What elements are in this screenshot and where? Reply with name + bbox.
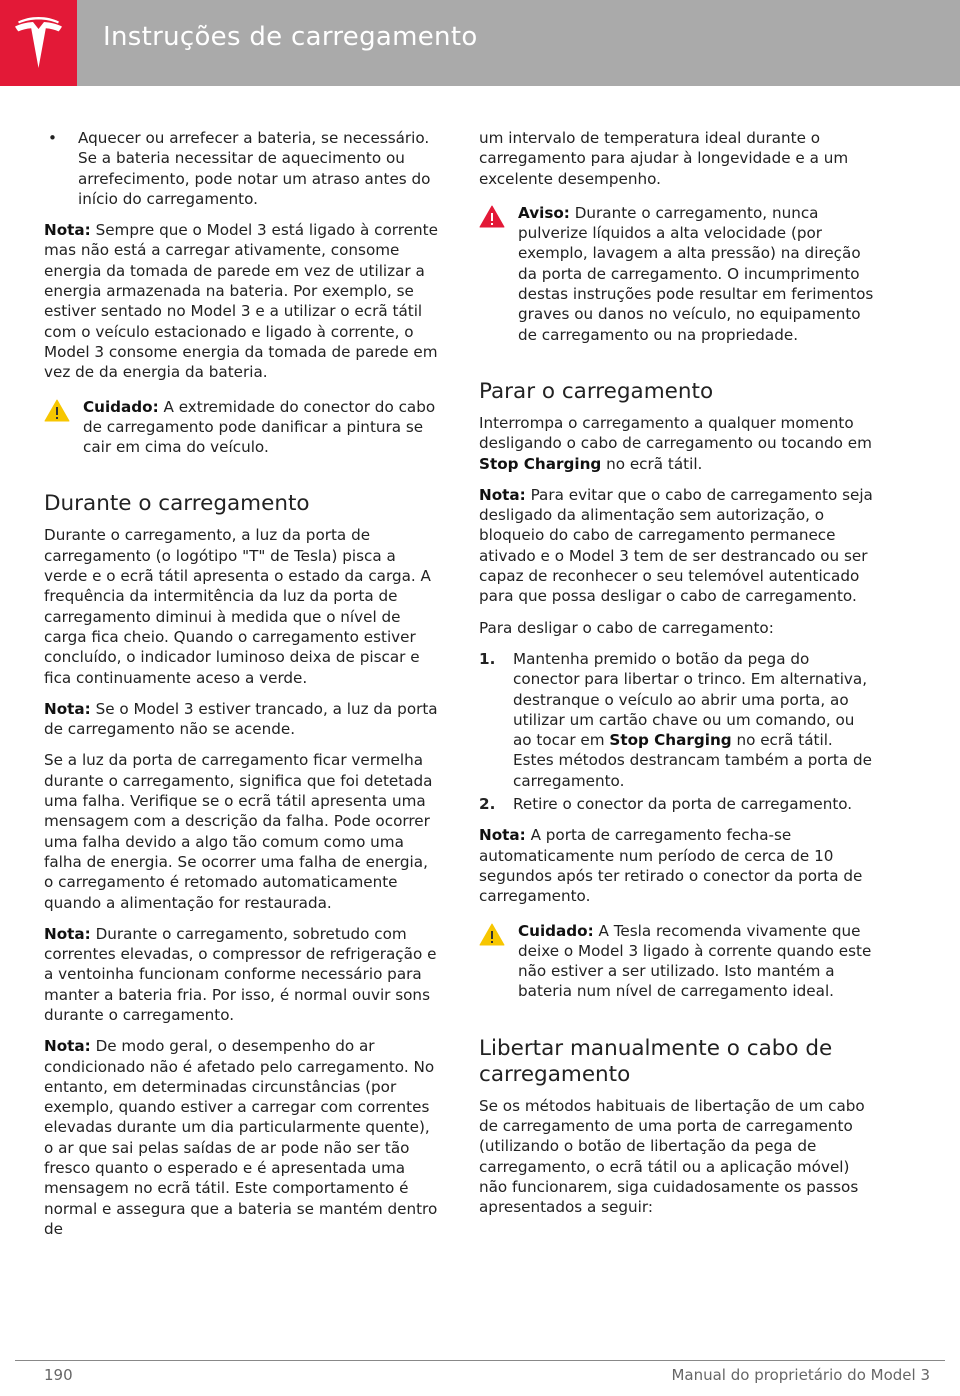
list-item: [44, 128, 440, 209]
list-item: [479, 649, 875, 791]
text: no ecrã tátil.: [606, 454, 703, 473]
note-text: De modo geral, o desempenho do ar condicionado não é afetado pelo carregamento. No entanto, em determinadas circunstâncias (por exemplo, quando estiver a carregar com correntes elevadas durante um dia particularmente quente), o ar que sai pelas saídas de ar pode não ser tão fresco quanto o esperado e é apresentada uma mensagem no ecrã tátil. Este comportamento é normal e assegura que a bateria se mantém dentro de: [44, 1037, 438, 1238]
warning-text: Durante o carregamento, nunca pulverize líquidos a alta velocidade (por exemplo, lavagem a alta pressão) na direção da porta de carregamento. O incumprimento destas instruções pode resultar em ferimentos graves ou danos no veículo, no equipamento de carregamento ou na propriedade.: [518, 203, 874, 344]
warning-icon: [479, 205, 505, 228]
text: Interrompa o carregamento a qualquer momento desligando o cabo de carregamento ou tocando em: [479, 413, 872, 453]
bold-term: Stop Charging: [609, 731, 732, 750]
caution-label: Cuidado:: [518, 921, 594, 940]
paragraph: [479, 413, 875, 474]
note: [44, 220, 440, 382]
note-text: Sempre que o Model 3 está ligado à corrente mas não está a carregar ativamente, consome energia da tomada de parede em vez de utilizar a energia armazenada na bateria. Por exemplo, se estiver sentado no Model 3 e a utilizar o ecrã tátil com o veículo estacionado e ligado à corrente, o Model 3 consome energia da tomada de parede em vez de da energia da bateria.: [44, 221, 438, 382]
note-label: Nota:: [44, 699, 91, 718]
bullet-icon: •: [48, 129, 57, 147]
right-column: [479, 128, 875, 1228]
header-bar: [0, 0, 960, 86]
note-label: Nota:: [479, 826, 526, 845]
bullet-text: Aquecer ou arrefecer a bateria, se necessário. Se a bateria necessitar de aquecimento ou arrefecimento, pode notar um atraso antes do início do carregamento.: [78, 129, 431, 208]
note: [479, 485, 875, 607]
paragraph: Se a luz da porta de carregamento ficar vermelha durante o carregamento, significa que foi detetada uma falha. Verifique se o ecrã tátil apresenta uma mensagem com a descrição da falha. Pode ocorrer uma falha devido a algo tão comum como uma falha de energia. Se ocorrer uma falha de energia, o carregamento é retomado automaticamente quando a alimentação for restaurada.: [44, 751, 433, 912]
caution-label: Cuidado:: [83, 397, 159, 416]
note: [44, 1036, 440, 1239]
text: Retire o conector da porta de carregamento.: [513, 795, 853, 814]
manual-title: Manual do proprietário do Model 3: [671, 1366, 930, 1384]
note-label: Nota:: [44, 1037, 91, 1056]
tesla-logo-icon: [14, 16, 63, 70]
warning-label: Aviso:: [518, 203, 570, 222]
paragraph: Durante o carregamento, a luz da porta de carregamento (o logótipo "T" de Tesla) pisca a verde e o ecrã tátil apresenta o estado da carga. A frequência da intermitência da luz da porta de carregamento diminui à medida que o nível de carga fica cheio. Quando o carregamento estiver concluído, o indicador luminoso deixa de piscar e fica continuamente aceso a verde.: [44, 526, 431, 687]
caution-text: A Tesla recomenda vivamente que deixe o Model 3 ligado à corrente quando este não estiver a ser utilizado. Isto mantém a bateria num nível de carregamento ideal.: [518, 921, 872, 1001]
page-number: 190: [44, 1366, 73, 1384]
note-label: Nota:: [479, 485, 526, 504]
page-title: Instruções de carregamento: [103, 22, 478, 52]
paragraph: Para desligar o cabo de carregamento:: [479, 618, 774, 637]
caution-block: [479, 921, 875, 1002]
section-heading-parar: Parar o carregamento: [479, 378, 714, 404]
caution-icon: [479, 923, 505, 946]
warning-block: [479, 203, 875, 345]
caution-block: [44, 397, 440, 458]
left-column: [44, 128, 440, 1250]
note-text: Para evitar que o cabo de carregamento seja desligado da alimentação sem autorização, o bloqueio do cabo de carregamento permanece ativado e o Model 3 tem de ser destrancado ou ser capaz de reconhecer o seu telemóvel autenticado para que possa desligar o cabo de carregamento.: [479, 485, 873, 606]
paragraph: Se os métodos habituais de libertação de um cabo de carregamento de uma porta de carregamento (utilizando o botão de libertação da pega de carregamento, o ecrã tátil ou a aplicação móvel) não funcionarem, siga cuidadosamente os passos apresentados a seguir:: [479, 1096, 865, 1217]
step-number: 2.: [479, 795, 496, 814]
text: no ecrã tátil. Estes métodos destrancam também a porta de carregamento.: [513, 731, 872, 790]
section-heading-libertar: Libertar manualmente o cabo de carregamento: [479, 1035, 833, 1087]
note-label: Nota:: [44, 221, 91, 240]
note-text: Se o Model 3 estiver trancado, a luz da porta de carregamento não se acende.: [44, 699, 438, 739]
step-number: 1.: [479, 649, 496, 668]
caution-icon: [44, 399, 70, 422]
note: [479, 825, 875, 906]
tesla-logo: [0, 0, 77, 86]
caution-text: A extremidade do conector do cabo de carregamento pode danificar a pintura se cair em cima do veículo.: [83, 397, 436, 457]
footer-divider: [15, 1360, 945, 1361]
bold-term: Stop Charging: [479, 454, 602, 473]
note-text: Durante o carregamento, sobretudo com correntes elevadas, o compressor de refrigeração e a ventoinha funcionam conforme necessário para manter a bateria fria. Por isso, é normal ouvir sons durante o carregamento.: [44, 924, 437, 1024]
note: [44, 699, 440, 740]
section-heading-durante: Durante o carregamento: [44, 491, 310, 517]
note-label: Nota:: [44, 924, 91, 943]
note: [44, 924, 440, 1025]
paragraph: um intervalo de temperatura ideal durante o carregamento para ajudar à longevidade e a um excelente desempenho.: [479, 129, 849, 188]
note-text: A porta de carregamento fecha-se automaticamente num período de cerca de 10 segundos após ter retirado o conector da porta de carregamento.: [479, 826, 863, 906]
list-item: [479, 794, 875, 814]
text: Mantenha premido o botão da pega do conector para libertar o trinco. Em alternativa, destranque o veículo ao abrir uma porta, ao utilizar um cartão chave ou um comando, ou ao tocar em: [513, 649, 868, 750]
